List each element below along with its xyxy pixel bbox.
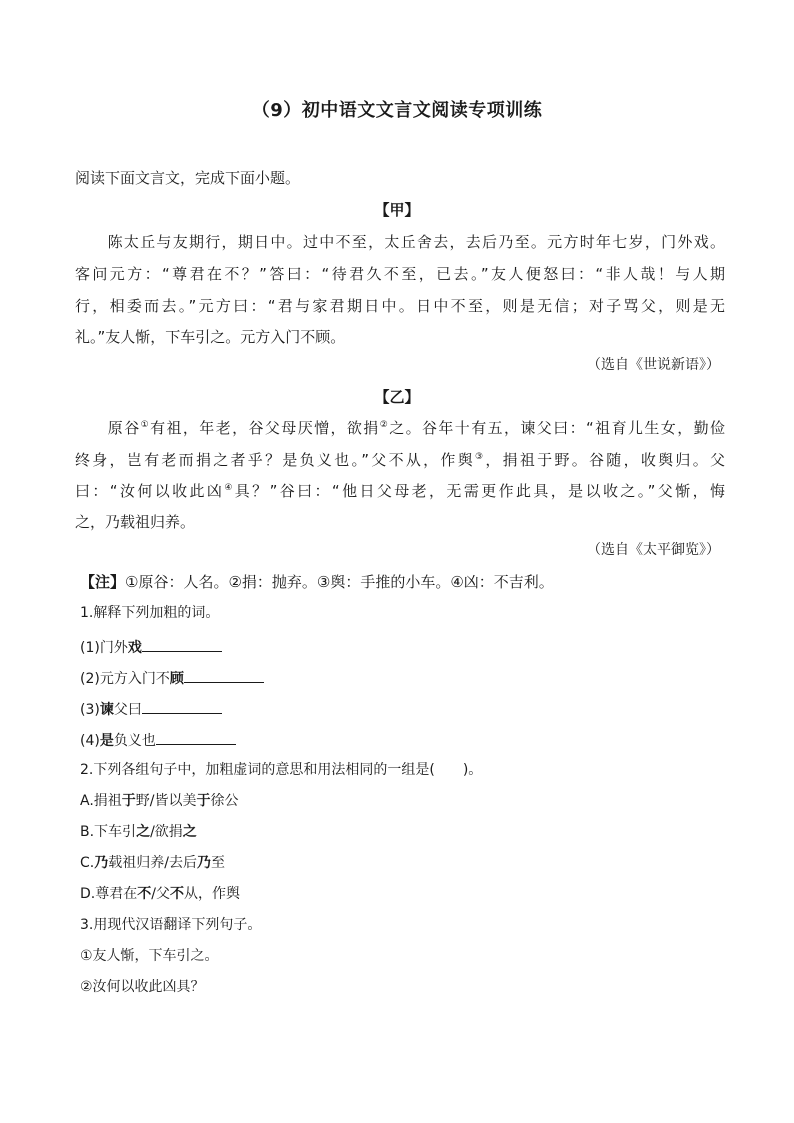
question-1-item-1: (1)门外戏 — [80, 636, 730, 658]
question-2-option-d[interactable]: D.尊君在不/父不从，作舆 — [80, 886, 240, 902]
passage-b-heading: 【乙】 — [374, 388, 420, 406]
footnote-ref-1: ① — [140, 420, 151, 430]
note-label: 【注】 — [80, 573, 126, 591]
question-3-item-2: ②汝何以收此凶具？ — [80, 979, 205, 995]
passage-a-line-4: 礼。”友人惭，下车引之。元方入门不顾。 — [75, 328, 346, 346]
question-2-stem: 2.下列各组句子中，加粗虚词的意思和用法相同的一组是( )。 — [80, 762, 483, 778]
passage-b-line-3: 曰：“汝何以收此凶④具？”谷曰：“他日父母老，无需更作此具，是以收之。”父惭，悔 — [75, 482, 725, 500]
footnote-ref-2: ② — [379, 420, 390, 430]
answer-blank[interactable] — [142, 698, 222, 714]
page-title: （9）初中语文文言文阅读专项训练 — [251, 100, 543, 121]
question-2-option-a[interactable]: A.捐祖于野/皆以美于徐公 — [80, 793, 239, 809]
passage-a-heading: 【甲】 — [374, 201, 420, 219]
passage-b-source: （选自《太平御览》） — [587, 542, 720, 558]
footnote-ref-3: ③ — [474, 452, 486, 462]
passage-a-source: （选自《世说新语》） — [587, 357, 720, 373]
annotation-note: 【注】①原谷：人名。②捐：抛弃。③舆：手推的小车。④凶：不吉利。 — [80, 573, 554, 591]
footnote-ref-4: ④ — [224, 483, 235, 493]
passage-b-line-1: 原谷①有祖，年老，谷父母厌憎，欲捐②之。谷年十有五，谏父曰：“祖育儿生女，勤俭 — [75, 419, 725, 437]
question-2-option-b[interactable]: B.下车引之/欲捐之 — [80, 824, 197, 840]
answer-blank[interactable] — [184, 667, 264, 683]
question-1-item-4: (4)是负义也 — [80, 729, 730, 751]
question-1-item-3: (3)谏父曰 — [80, 698, 730, 720]
passage-a-line-2: 客问元方：“尊君在不？”答曰：“待君久不至，已去。”友人便怒曰：“非人哉！与人期 — [75, 265, 725, 283]
question-1-item-2: (2)元方入门不顾 — [80, 667, 730, 689]
answer-blank[interactable] — [142, 636, 222, 652]
question-3-stem: 3.用现代汉语翻译下列句子。 — [80, 917, 262, 933]
passage-b-line-4: 之，乃载祖归养。 — [75, 513, 196, 531]
question-1-stem: 1.解释下列加粗的词。 — [80, 605, 220, 621]
intro-text: 阅读下面文言文，完成下面小题。 — [75, 169, 301, 187]
passage-b-line-2: 终身，岂有老而捐之者乎？是负义也。”父不从，作舆③，捐祖于野。谷随，收舆归。父 — [75, 451, 725, 469]
passage-a-line-3: 行，相委而去。”元方曰：“君与家君期日中。日中不至，则是无信；对子骂父，则是无 — [75, 297, 725, 315]
question-3-item-1: ①友人惭，下车引之。 — [80, 948, 219, 964]
passage-a-line-1: 陈太丘与友期行，期日中。过中不至，太丘舍去，去后乃至。元方时年七岁，门外戏。 — [75, 233, 725, 251]
question-2-option-c[interactable]: C.乃载祖归养/去后乃至 — [80, 855, 225, 871]
answer-blank[interactable] — [156, 729, 236, 745]
